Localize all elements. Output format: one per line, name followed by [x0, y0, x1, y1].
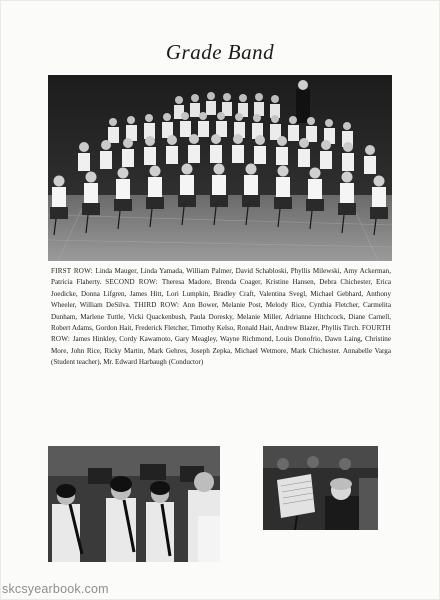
- photo-caption: [51, 266, 391, 369]
- first-row-label: FIRST ROW:: [51, 267, 96, 275]
- band-group-photo: [48, 75, 392, 261]
- fourth-row-label: FOURTH ROW:: [51, 324, 391, 344]
- music-stand-photo-art: [263, 446, 378, 530]
- clarinet-players-photo-art: [48, 446, 220, 562]
- fourth-row-names: James Hinkley, Cordy Kawamoto, Gary Meagley, Wayne Richmond, Louis Donofrio, Dawn Laing, Christine More, John Rice, Ricky Martin, Mark Gehres, Joseph Zepka, Michael Wetmore, Mark Chichester. Annabelle Varga (Student teacher), Mr. Edward Harbaugh (Conductor): [51, 335, 392, 367]
- second-row-names: Theresa Madore, Brenda Coager, Kristine Hansen, Debra Chichester, Erica Joedicke, Donna Lifgren, James Hitt, Lori Lumpkin, Bradley Craft, Valentina Svegl, Michael Gebhard, Anthony Wheeler, William DeSilva.: [51, 278, 391, 310]
- page-title: Grade Band: [165, 40, 275, 64]
- watermark: skcsyearbook.com: [2, 582, 109, 596]
- first-row-names: Linda Mauger, Linda Yamada, William Palmer, David Schabloski, Phyllis Milewski, Amy Ackerman, Patricia Flaherty.: [51, 267, 391, 287]
- music-stand-photo: [263, 446, 378, 530]
- clarinet-players-photo: [48, 446, 220, 562]
- third-row-label: THIRD ROW:: [133, 301, 183, 310]
- second-row-label: SECOND ROW:: [105, 278, 162, 287]
- band-group-photo-art: [48, 75, 392, 261]
- third-row-names: Ann Bower, Melanie Post, Melody Rice, Cynthia Fletcher, Carmelita Dunham, Marlene Tuttle, Vicki Quackenbush, Paula Doresky, Melanie Miller, Adrianne Hitchcock, Diane Carnell, Robert Adams, Gordon Hait, Frederick Fletcher, Timothy Kelso, Ronald Hait, Andrew Blazer, Phyllis Tirch.: [51, 301, 391, 333]
